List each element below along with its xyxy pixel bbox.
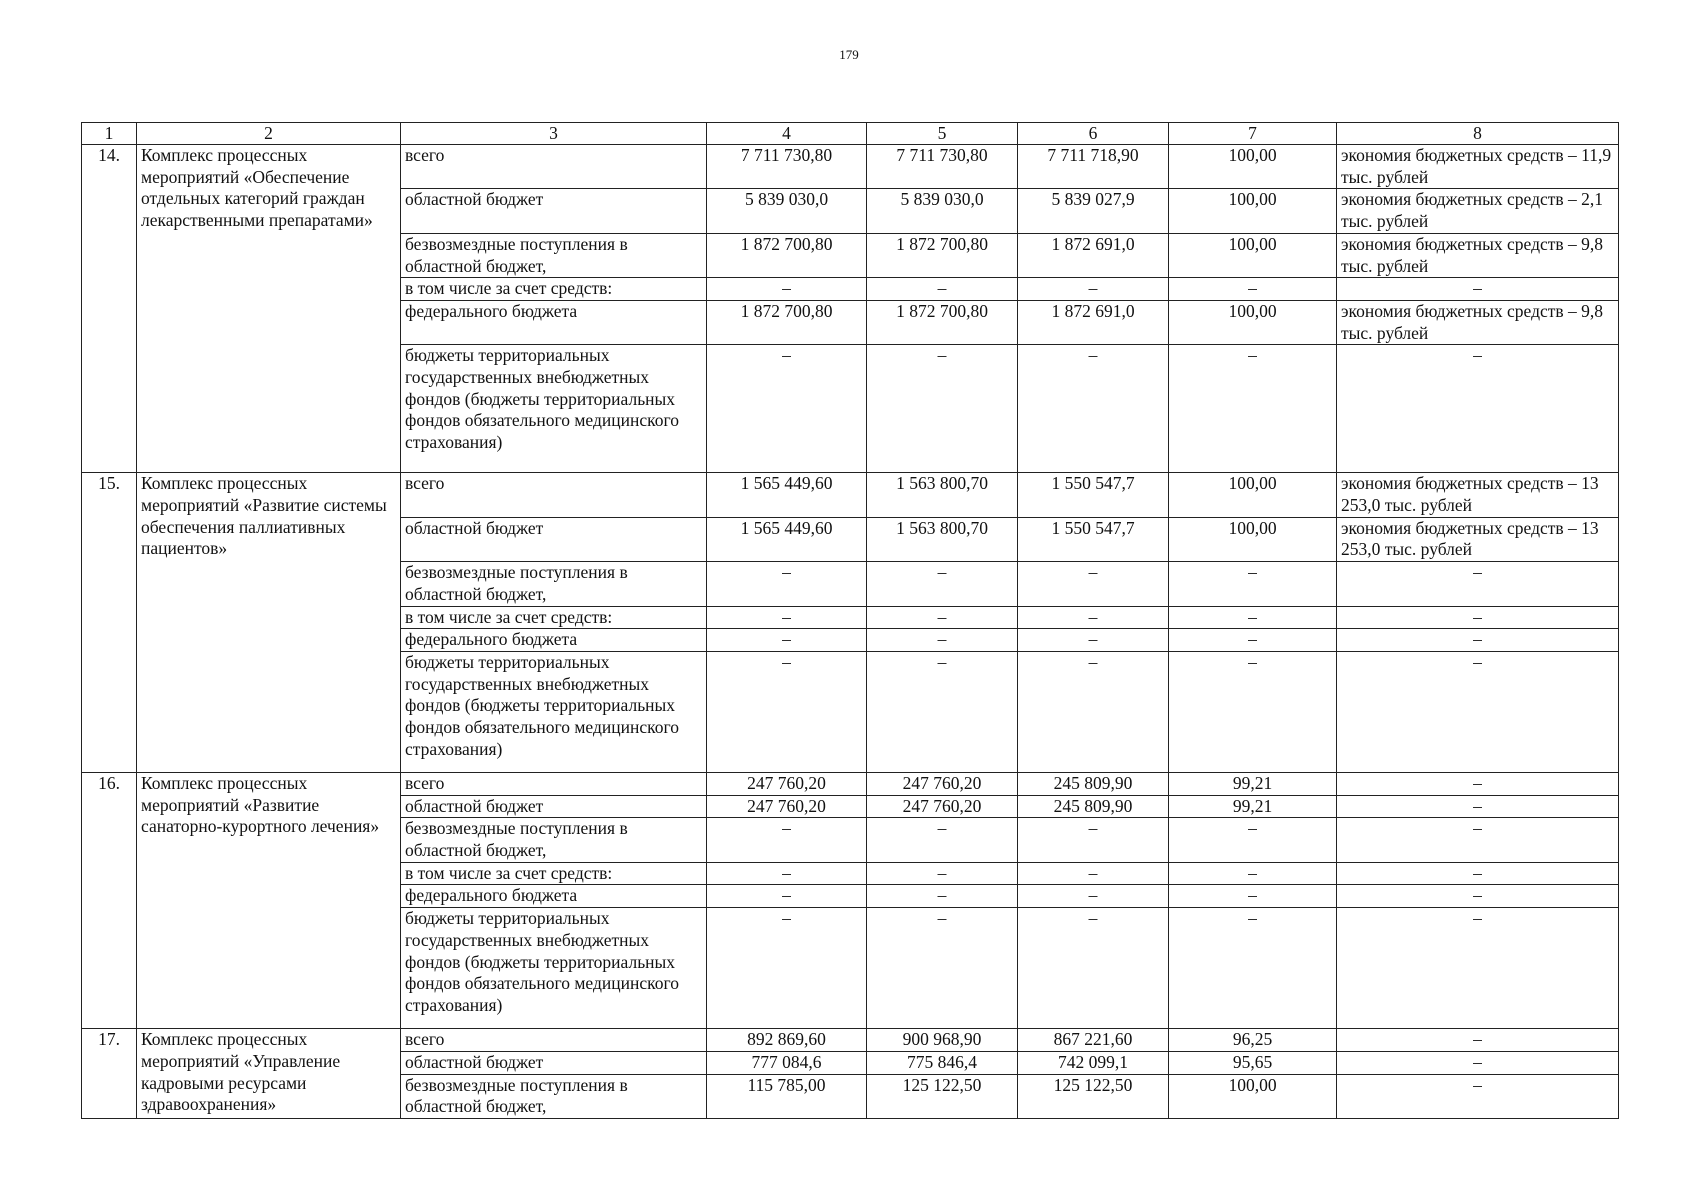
execution-percent: 100,00 (1169, 1074, 1337, 1118)
funding-source: безвозмездные поступления в областной бюджет, (401, 818, 707, 862)
actual-amount: 1 550 547,7 (1018, 473, 1169, 517)
note: экономия бюджетных средств – 9,8 тыс. рублей (1337, 300, 1619, 344)
execution-percent: 100,00 (1169, 233, 1337, 277)
header-col-6: 6 (1018, 123, 1169, 145)
funding-source: безвозмездные поступления в областной бюджет, (401, 233, 707, 277)
execution-percent: – (1169, 651, 1337, 772)
actual-amount: – (1018, 345, 1169, 473)
planned-amount: – (707, 606, 867, 629)
adjusted-amount: – (867, 629, 1018, 652)
actual-amount: – (1018, 629, 1169, 652)
note: экономия бюджетных средств – 2,1 тыс. рублей (1337, 189, 1619, 233)
planned-amount: 247 760,20 (707, 795, 867, 818)
funding-source: областной бюджет (401, 517, 707, 561)
execution-percent: 99,21 (1169, 772, 1337, 795)
funding-source: областной бюджет (401, 795, 707, 818)
adjusted-amount: – (867, 651, 1018, 772)
planned-amount: – (707, 562, 867, 606)
execution-percent: 95,65 (1169, 1051, 1337, 1074)
funding-source: федерального бюджета (401, 300, 707, 344)
adjusted-amount: – (867, 562, 1018, 606)
actual-amount: 7 711 718,90 (1018, 145, 1169, 189)
measure-name: Комплекс процессных мероприятий «Обеспечение отдельных категорий граждан лекарственными препаратами» (137, 145, 401, 473)
note: экономия бюджетных средств – 11,9 тыс. рублей (1337, 145, 1619, 189)
item-number: 16. (82, 772, 137, 1028)
note: экономия бюджетных средств – 13 253,0 тыс. рублей (1337, 473, 1619, 517)
execution-percent: – (1169, 606, 1337, 629)
actual-amount: 245 809,90 (1018, 772, 1169, 795)
execution-percent: 100,00 (1169, 473, 1337, 517)
note: – (1337, 885, 1619, 908)
execution-percent: 99,21 (1169, 795, 1337, 818)
note: – (1337, 1029, 1619, 1052)
adjusted-amount: 1 872 700,80 (867, 233, 1018, 277)
table-row (82, 473, 1619, 517)
planned-amount: – (707, 885, 867, 908)
header-col-7: 7 (1169, 123, 1337, 145)
adjusted-amount: 5 839 030,0 (867, 189, 1018, 233)
execution-percent: 96,25 (1169, 1029, 1337, 1052)
actual-amount: – (1018, 606, 1169, 629)
planned-amount: 1 872 700,80 (707, 300, 867, 344)
funding-source: всего (401, 145, 707, 189)
execution-percent: – (1169, 908, 1337, 1029)
actual-amount: 125 122,50 (1018, 1074, 1169, 1118)
adjusted-amount: – (867, 862, 1018, 885)
funding-source: всего (401, 473, 707, 517)
adjusted-amount: – (867, 345, 1018, 473)
note: – (1337, 345, 1619, 473)
planned-amount: – (707, 278, 867, 301)
measure-name: Комплекс процессных мероприятий «Развитие санаторно-курортного лечения» (137, 772, 401, 1028)
actual-amount: – (1018, 885, 1169, 908)
funding-source: в том числе за счет средств: (401, 278, 707, 301)
note: – (1337, 278, 1619, 301)
adjusted-amount: 1 872 700,80 (867, 300, 1018, 344)
planned-amount: – (707, 908, 867, 1029)
note: – (1337, 1074, 1619, 1118)
adjusted-amount: 775 846,4 (867, 1051, 1018, 1074)
execution-percent: 100,00 (1169, 145, 1337, 189)
funding-source: федерального бюджета (401, 885, 707, 908)
adjusted-amount: 900 968,90 (867, 1029, 1018, 1052)
header-row (82, 123, 1619, 145)
header-col-4: 4 (707, 123, 867, 145)
execution-percent: 100,00 (1169, 189, 1337, 233)
actual-amount: – (1018, 562, 1169, 606)
actual-amount: 867 221,60 (1018, 1029, 1169, 1052)
planned-amount: – (707, 345, 867, 473)
item-number: 17. (82, 1029, 137, 1119)
execution-percent: – (1169, 629, 1337, 652)
funding-source: всего (401, 1029, 707, 1052)
actual-amount: – (1018, 651, 1169, 772)
execution-percent: – (1169, 278, 1337, 301)
page-number: 179 (839, 47, 859, 62)
planned-amount: – (707, 862, 867, 885)
note: экономия бюджетных средств – 9,8 тыс. рублей (1337, 233, 1619, 277)
funding-source: областной бюджет (401, 1051, 707, 1074)
table-row (82, 772, 1619, 795)
adjusted-amount: – (867, 908, 1018, 1029)
note: – (1337, 1051, 1619, 1074)
measure-name: Комплекс процессных мероприятий «Развитие системы обеспечения паллиативных пациентов» (137, 473, 401, 773)
planned-amount: 5 839 030,0 (707, 189, 867, 233)
header-col-2: 2 (137, 123, 401, 145)
note: – (1337, 908, 1619, 1029)
adjusted-amount: 1 563 800,70 (867, 473, 1018, 517)
actual-amount: 742 099,1 (1018, 1051, 1169, 1074)
note: – (1337, 629, 1619, 652)
planned-amount: 1 565 449,60 (707, 517, 867, 561)
actual-amount: – (1018, 908, 1169, 1029)
item-number: 14. (82, 145, 137, 473)
adjusted-amount: – (867, 818, 1018, 862)
note: – (1337, 795, 1619, 818)
funding-source: безвозмездные поступления в областной бюджет, (401, 1074, 707, 1118)
table-body (82, 145, 1619, 1119)
item-number: 15. (82, 473, 137, 773)
funding-source: бюджеты территориальных государственных внебюджетных фондов (бюджеты территориальных фондов обязательного медицинского страхования) (401, 908, 707, 1029)
note: – (1337, 818, 1619, 862)
planned-amount: – (707, 629, 867, 652)
execution-percent: 100,00 (1169, 300, 1337, 344)
table-row (82, 1029, 1619, 1052)
header-col-5: 5 (867, 123, 1018, 145)
execution-percent: – (1169, 562, 1337, 606)
funding-source: в том числе за счет средств: (401, 862, 707, 885)
funding-source: безвозмездные поступления в областной бюджет, (401, 562, 707, 606)
note: экономия бюджетных средств – 13 253,0 тыс. рублей (1337, 517, 1619, 561)
planned-amount: 892 869,60 (707, 1029, 867, 1052)
planned-amount: – (707, 651, 867, 772)
note: – (1337, 862, 1619, 885)
actual-amount: – (1018, 862, 1169, 885)
adjusted-amount: 7 711 730,80 (867, 145, 1018, 189)
planned-amount: 247 760,20 (707, 772, 867, 795)
actual-amount: 1 872 691,0 (1018, 233, 1169, 277)
actual-amount: 1 550 547,7 (1018, 517, 1169, 561)
funding-source: бюджеты территориальных государственных внебюджетных фондов (бюджеты территориальных фондов обязательного медицинского страхования) (401, 345, 707, 473)
adjusted-amount: 247 760,20 (867, 795, 1018, 818)
adjusted-amount: – (867, 606, 1018, 629)
actual-amount: 5 839 027,9 (1018, 189, 1169, 233)
budget-execution-table (81, 122, 1619, 1119)
planned-amount: 777 084,6 (707, 1051, 867, 1074)
funding-source: в том числе за счет средств: (401, 606, 707, 629)
funding-source: областной бюджет (401, 189, 707, 233)
note: – (1337, 772, 1619, 795)
adjusted-amount: 1 563 800,70 (867, 517, 1018, 561)
funding-source: бюджеты территориальных государственных внебюджетных фондов (бюджеты территориальных фондов обязательного медицинского страхования) (401, 651, 707, 772)
adjusted-amount: – (867, 885, 1018, 908)
actual-amount: – (1018, 818, 1169, 862)
actual-amount: 1 872 691,0 (1018, 300, 1169, 344)
execution-percent: – (1169, 345, 1337, 473)
header-col-1: 1 (82, 123, 137, 145)
funding-source: всего (401, 772, 707, 795)
header-col-3: 3 (401, 123, 707, 145)
adjusted-amount: 125 122,50 (867, 1074, 1018, 1118)
funding-source: федерального бюджета (401, 629, 707, 652)
note: – (1337, 606, 1619, 629)
header-col-8: 8 (1337, 123, 1619, 145)
actual-amount: 245 809,90 (1018, 795, 1169, 818)
execution-percent: 100,00 (1169, 517, 1337, 561)
note: – (1337, 651, 1619, 772)
execution-percent: – (1169, 818, 1337, 862)
execution-percent: – (1169, 885, 1337, 908)
execution-percent: – (1169, 862, 1337, 885)
actual-amount: – (1018, 278, 1169, 301)
adjusted-amount: 247 760,20 (867, 772, 1018, 795)
planned-amount: 7 711 730,80 (707, 145, 867, 189)
note: – (1337, 562, 1619, 606)
planned-amount: 1 872 700,80 (707, 233, 867, 277)
measure-name: Комплекс процессных мероприятий «Управление кадровыми ресурсами здравоохранения» (137, 1029, 401, 1119)
table-row (82, 145, 1619, 189)
planned-amount: – (707, 818, 867, 862)
planned-amount: 1 565 449,60 (707, 473, 867, 517)
planned-amount: 115 785,00 (707, 1074, 867, 1118)
adjusted-amount: – (867, 278, 1018, 301)
